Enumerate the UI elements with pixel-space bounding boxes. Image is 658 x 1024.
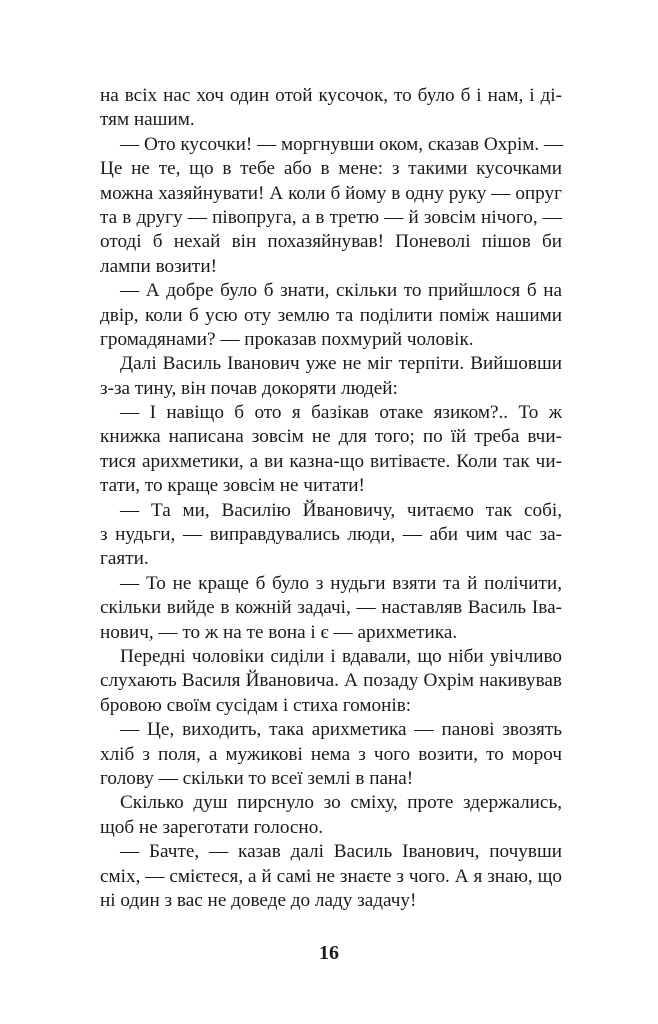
text-line: Далі Василь Іванович уже не міг терпіти. Вийшовши: [120, 353, 562, 375]
text-line: сміх, — смієтеся, а й самі не знаєте з чого. А я знаю, що: [100, 865, 562, 887]
text-line: слухають Василя Йвановича. А позаду Охрім накивував: [100, 670, 562, 692]
text-line: отоді б нехай він похазяйнував! Поневолі пішов би: [100, 231, 562, 253]
paragraph: [100, 401, 562, 499]
text-line: — Бачте, — казав далі Василь Іванович, почувши: [120, 841, 562, 863]
text-line: — Це, виходить, така арихметика — панові звозять: [120, 719, 562, 741]
paragraph: [100, 133, 562, 279]
paragraph: [100, 645, 562, 718]
text-line: та в другу — півопруга, а в третю — й зовсім нічого, —: [100, 206, 562, 228]
page-number: 16: [319, 942, 339, 964]
text-line: ні один з вас не доведе до ладу задачу!: [100, 889, 417, 911]
text-line: тися арихметики, а ви казна-що витіваєте. Коли так чи-: [100, 450, 562, 472]
text-line: бровою своїм сусідам і стиха гомонів:: [100, 694, 412, 716]
paragraph: [100, 279, 562, 352]
text-line: — Та ми, Василію Йвановичу, читаємо так собі,: [120, 499, 562, 521]
text-line: лампи возити!: [100, 255, 217, 277]
text-line: книжка написана зовсім не для того; по їй треба вчи-: [100, 426, 562, 448]
text-line: — То не краще б було з нудьги взяти та й полічити,: [120, 572, 562, 594]
text-line: громадянами? — проказав похмурий чоловік.: [100, 328, 474, 350]
text-line: скільки вийде в кожній задачі, — наставляв Василь Іва-: [100, 597, 562, 619]
text-line: гаяти.: [100, 548, 149, 570]
paragraph: [100, 352, 562, 401]
text-line: тати, то краще зовсім не читати!: [100, 475, 365, 497]
text-line: можна хазяйнувати! А коли б йому в одну руку — опруг: [100, 182, 562, 204]
text-line: щоб не зареготати голосно.: [100, 816, 324, 838]
paragraph: [100, 840, 562, 913]
text-line: з нудьги, — виправдувались люди, — аби чим час за-: [100, 524, 562, 546]
paragraph: [100, 718, 562, 791]
text-line: — І навіщо б ото я базікав отаке язиком?.. То ж: [120, 402, 562, 424]
paragraph: [100, 84, 562, 133]
page-body: [100, 84, 562, 913]
text-line: Скілько душ пирснуло зо сміху, проте здержались,: [120, 792, 562, 814]
text-line: з-за тину, він почав докоряти людей:: [100, 377, 398, 399]
text-line: Передні чоловіки сиділи і вдавали, що ніби увічливо: [120, 645, 562, 667]
text-line: голову — скільки то всеї землі в пана!: [100, 767, 414, 789]
text-line: хліб з поля, а мужикові нема з чого возити, то мороч: [100, 743, 562, 765]
text-line: тям нашим.: [100, 109, 195, 131]
paragraph: [100, 572, 562, 645]
text-line: нович, — то ж на те вона і є — арихметика.: [100, 621, 458, 643]
paragraph: [100, 499, 562, 572]
text-line: на всіх нас хоч один отой кусочок, то було б і нам, і ді-: [100, 85, 562, 106]
paragraph: [100, 791, 562, 840]
text-line: — Ото кусочки! — моргнувши оком, сказав Охрім. —: [120, 133, 564, 155]
text-line: двір, коли б усю оту землю та поділити поміж нашими: [100, 304, 562, 326]
text-line: — А добре було б знати, скільки то прийшлося б на: [120, 280, 562, 302]
text-line: Це не те, що в тебе або в мене: з такими кусочками: [100, 158, 562, 180]
